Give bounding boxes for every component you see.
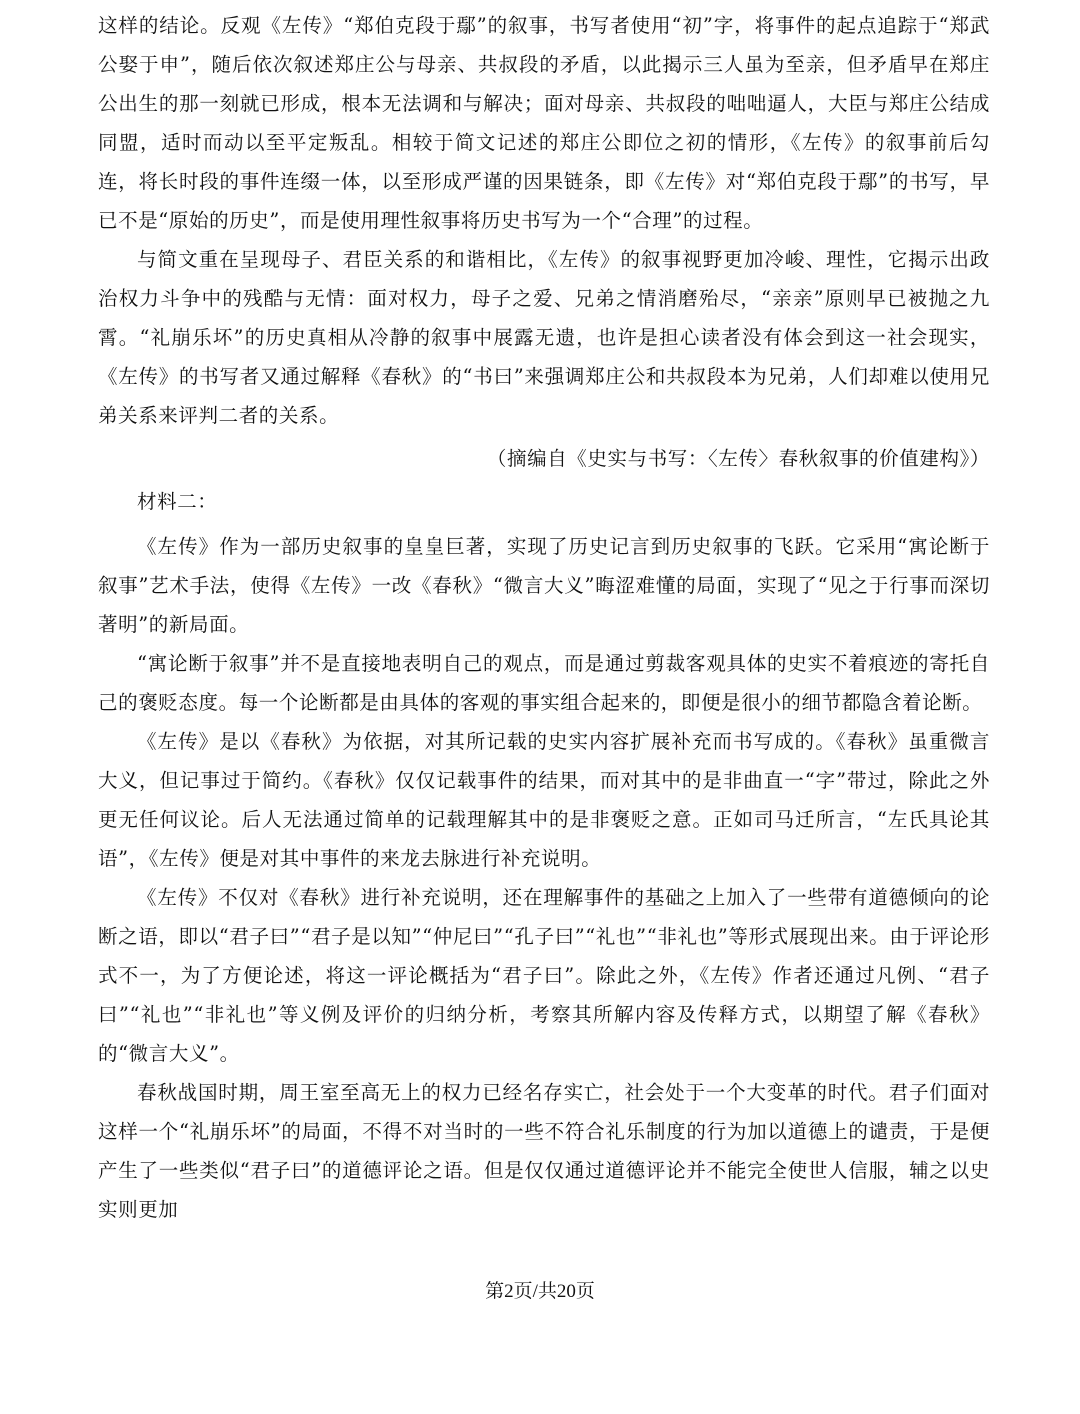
material-two-paragraph-3: 《左传》是以《春秋》为依据，对其所记载的史实内容扩展补充而书写成的。《春秋》虽重微言大义，但记事过于简约。《春秋》仅仅记载事件的结果，而对其中的是非曲直一“字”带过，除此之外更无任何议论。后人无法通过简单的记载理解其中的是非褒贬之意。正如司马迁所言，“左氏具论其语”，《左传》便是对其中事件的来龙去脉进行补充说明。 [98, 730, 990, 870]
page-number-footer: 第2页/共20页 [485, 1281, 595, 1302]
material-one-paragraph-2: 与简文重在呈现母子、君臣关系的和谐相比，《左传》的叙事视野更加冷峻、理性，它揭示出政治权力斗争中的残酷与无情：面对权力，母子之爱、兄弟之情消磨殆尽，“亲亲”原则早已被抛之九霄。“礼崩乐坏”的历史真相从冷静的叙事中展露无遗，也许是担心读者没有体会到这一社会现实，《左传》的书写者又通过解释《春秋》的“书曰”来强调郑庄公和共叔段本为兄弟，人们却难以使用兄弟关系来评判二者的关系。 [98, 248, 990, 427]
material-one-paragraph-1: 这样的结论。反观《左传》“郑伯克段于鄢”的叙事，书写者使用“初”字，将事件的起点追踪于“郑武公娶于申”，随后依次叙述郑庄公与母亲、共叔段的矛盾，以此揭示三人虽为至亲，但矛盾早在郑庄公出生的那一刻就已形成，根本无法调和与解决；面对母亲、共叔段的咄咄逼人，大臣与郑庄公结成同盟，适时而动以至平定叛乱。相较于简文记述的郑庄公即位之初的情形，《左传》的叙事前后勾连，将长时段的事件连缀一体，以至形成严谨的因果链条，即《左传》对“郑伯克段于鄢”的书写，早已不是“原始的历史”，而是使用理性叙事将历史书写为一个“合理”的过程。 [98, 14, 990, 232]
document-body [98, 6, 990, 1229]
material-one-source-citation: （摘编自《史实与书写：〈左传〉春秋叙事的价值建构》） [486, 447, 990, 470]
material-two-paragraph-1: 《左传》作为一部历史叙事的皇皇巨著，实现了历史记言到历史叙事的飞跃。它采用“寓论断于叙事”艺术手法，使得《左传》一改《春秋》“微言大义”晦涩难懂的局面，实现了“见之于行事而深切著明”的新局面。 [98, 535, 990, 636]
material-two-heading: 材料二： [137, 490, 218, 513]
material-two-paragraph-4: 《左传》不仅对《春秋》进行补充说明，还在理解事件的基础之上加入了一些带有道德倾向的论断之语，即以“君子曰”“君子是以知”“仲尼曰”“孔子曰”“礼也”“非礼也”等形式展现出来。由于评论形式不一，为了方便论述，将这一评论概括为“君子曰”。除此之外，《左传》作者还通过凡例、“君子曰”“礼也”“非礼也”等义例及评价的归纳分析，考察其所解内容及传释方式，以期望了解《春秋》的“微言大义”。 [98, 886, 990, 1065]
material-two-paragraph-5: 春秋战国时期，周王室至高无上的权力已经名存实亡，社会处于一个大变革的时代。君子们面对这样一个“礼崩乐坏”的局面，不得不对当时的一些不符合礼乐制度的行为加以道德上的谴责，于是便产生了一些类似“君子曰”的道德评论之语。但是仅仅通过道德评论并不能完全使世人信服，辅之以史实则更加 [98, 1081, 990, 1221]
material-two-paragraph-2: “寓论断于叙事”并不是直接地表明自己的观点，而是通过剪裁客观具体的史实不着痕迹的寄托自己的褒贬态度。每一个论断都是由具体的客观的事实组合起来的，即便是很小的细节都隐含着论断。 [98, 652, 990, 714]
